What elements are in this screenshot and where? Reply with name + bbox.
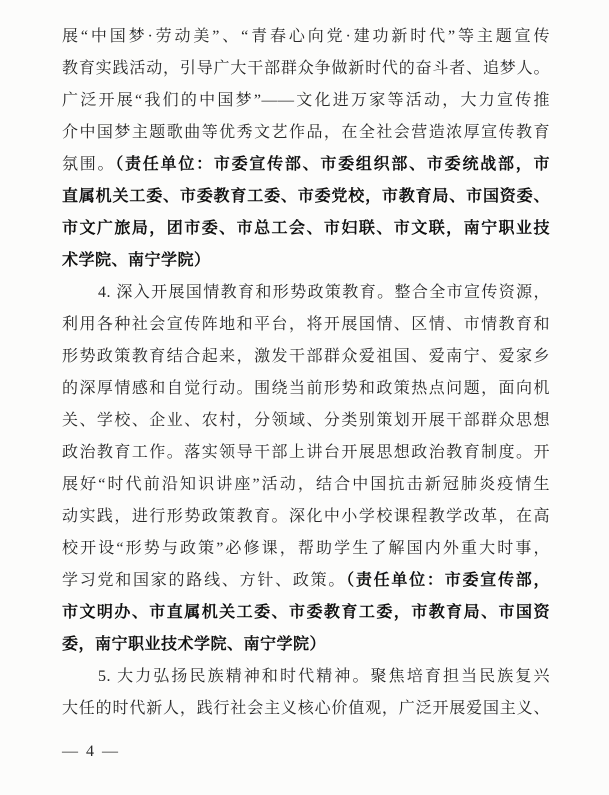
- text-line: [62, 85, 550, 117]
- text-line: [62, 309, 550, 341]
- responsible-unit-text: 直属机关工委、市委教育工委、市委党校，市教育局、市国资委、: [62, 188, 550, 205]
- responsible-unit-text: 市文广旅局，团市委、市总工会、市妇联、市文联，南宁职业技: [62, 220, 550, 237]
- text-line: [62, 213, 550, 245]
- responsible-unit-text: （责任单位：市委宣传部，: [346, 572, 550, 589]
- text-line: [62, 437, 550, 469]
- text-line: [62, 21, 550, 53]
- text-line: [62, 661, 550, 693]
- body-text: 校开设“形势与政策”必修课，帮助学生了解国内外重大时事，: [62, 540, 550, 557]
- body-text: 的深厚情感和自觉行动。围绕当前形势和政策热点问题，面向机: [62, 380, 550, 397]
- page-number: — 4 —: [62, 743, 120, 760]
- body-text: 利用各种社会宣传阵地和平台，将开展国情、区情、市情教育和: [62, 316, 550, 333]
- text-line: [62, 181, 550, 213]
- responsible-unit-text: （责任单位：市委宣传部、市委组织部、市委统战部，市: [115, 156, 550, 173]
- text-line: [62, 341, 550, 373]
- body-text: 形势政策教育结合起来，激发干部群众爱祖国、爱南宁、爱家乡: [62, 348, 550, 365]
- text-line: [62, 597, 550, 629]
- body-text: 4. 深入开展国情教育和形势政策教育。整合全市宣传资源，: [98, 284, 550, 301]
- responsible-unit-text: 委，南宁职业技术学院、南宁学院）: [62, 636, 327, 653]
- text-line: [62, 405, 550, 437]
- text-line: [62, 245, 550, 277]
- body-text: 政治教育工作。落实领导干部上讲台开展思想政治教育制度。开: [62, 444, 550, 461]
- body-text: 展好“时代前沿知识讲座”活动，结合中国抗击新冠肺炎疫情生: [62, 476, 550, 493]
- text-line: [62, 629, 550, 661]
- body-text: 学习党和国家的路线、方针、政策。: [62, 572, 347, 589]
- text-line: [62, 469, 550, 501]
- text-line: [62, 117, 550, 149]
- body-text: 动实践，进行形势政策教育。深化中小学校课程教学改革，在高: [62, 508, 550, 525]
- body-text: 关、学校、企业、农村，分领域、分类别策划开展干部群众思想: [62, 412, 550, 429]
- body-text: 介中国梦主题歌曲等优秀文艺作品，在全社会营造浓厚宣传教育: [62, 124, 550, 141]
- document-body: [62, 21, 550, 725]
- body-text: 大任的时代新人，践行社会主义核心价值观，广泛开展爱国主义、: [62, 700, 550, 717]
- text-line: [62, 53, 550, 85]
- text-line: [62, 533, 550, 565]
- text-line: [62, 501, 550, 533]
- body-text: 氛围。: [62, 156, 116, 173]
- text-line: [62, 565, 550, 597]
- text-line: [62, 149, 550, 181]
- text-line: [62, 373, 550, 405]
- text-line: [62, 693, 550, 725]
- responsible-unit-text: 术学院、南宁学院）: [62, 252, 211, 269]
- text-line: [62, 277, 550, 309]
- body-text: 展“中国梦·劳动美”、“青春心向党·建功新时代”等主题宣传: [62, 28, 550, 45]
- body-text: 5. 大力弘扬民族精神和时代精神。聚焦培育担当民族复兴: [98, 668, 550, 685]
- responsible-unit-text: 市文明办、市直属机关工委、市委教育工委，市教育局、市国资: [62, 604, 550, 621]
- body-text: 教育实践活动，引导广大干部群众争做新时代的奋斗者、追梦人。: [62, 60, 550, 77]
- body-text: 广泛开展“我们的中国梦”——文化进万家等活动，大力宣传推: [62, 92, 550, 109]
